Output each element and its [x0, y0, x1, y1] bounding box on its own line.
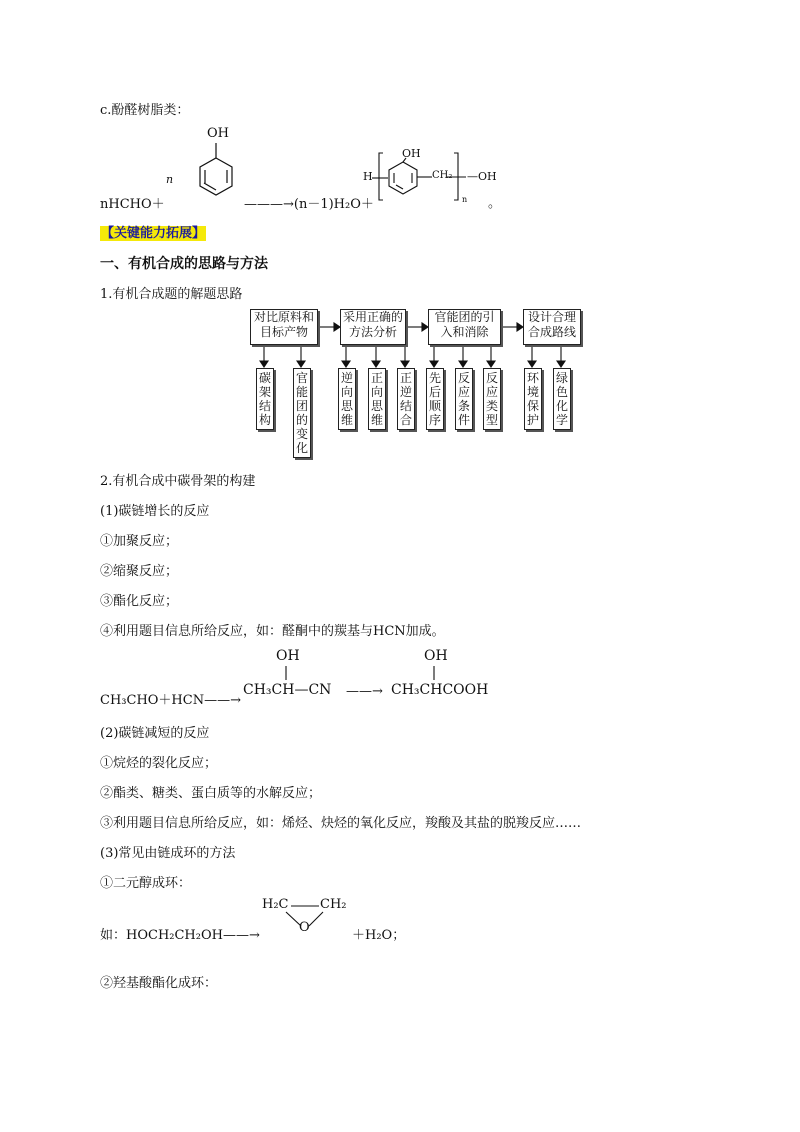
flow-sub-carbon-skeleton: 碳架结构: [256, 368, 274, 430]
flow-sub-reverse: 逆向思维: [338, 368, 356, 430]
n-coefficient: n: [166, 173, 174, 186]
flow-sub-green-chem: 绿色化学: [553, 368, 571, 430]
key-ability-highlight: 【关键能力拓展】: [101, 226, 206, 241]
resin-oh-label: OH: [402, 147, 421, 160]
resin-h-label: H: [363, 170, 373, 183]
epox-c1: H₂C: [262, 897, 289, 912]
grow-item-1: ①加聚反应；: [100, 534, 179, 549]
flow-sub-order: 先后顺序: [426, 368, 444, 430]
p2-3-title: (3)常见由链成环的方法: [100, 846, 236, 861]
p2-1-title: (1)碳链增长的反应: [100, 504, 210, 519]
hcn-arrow-2: ——→: [346, 684, 383, 699]
flow-box-compare: 对比原料和目标产物: [250, 309, 318, 345]
grow-item-2: ②缩聚反应；: [100, 564, 179, 579]
ring-item-1: ①二元醇成环：: [100, 876, 192, 891]
short-item-2: ②酯类、糖类、蛋白质等的水解反应；: [100, 786, 322, 801]
hcn-product: CH₃CHCOOH: [391, 682, 489, 698]
resin-n-subscript: n: [462, 195, 468, 204]
flow-sub-environment: 环境保护: [524, 368, 542, 430]
epox-lhs: 如：HOCH₂CH₂OH——→: [100, 928, 260, 943]
flow-sub-fg-change: 官能团的变化: [293, 368, 311, 458]
ring-item-2: ②羟基酸酯化成环：: [100, 976, 218, 991]
grow-item-3: ③酯化反应；: [100, 594, 179, 609]
flow-sub-conditions: 反应条件: [455, 368, 473, 430]
hcn-oh-2: OH: [424, 648, 448, 664]
reaction-arrow-product: ———→(n－1)H₂O＋: [244, 197, 374, 212]
flow-sub-reaction-type: 反应类型: [483, 368, 501, 430]
resin-ch2-label: CH₂: [432, 170, 453, 181]
resin-structure: [372, 153, 466, 200]
p2-title: 2.有机合成中碳骨架的构建: [100, 474, 256, 489]
grow-item-4: ④利用题目信息所给反应，如：醛酮中的羰基与HCN加成。: [100, 624, 445, 639]
section1-title: 一、有机合成的思路与方法: [100, 256, 268, 272]
flow-box-functional-group: 官能团的引入和消除: [428, 309, 501, 345]
epox-rhs: ＋H₂O；: [352, 928, 406, 943]
resin-oh-right: —OH: [467, 170, 497, 183]
hcn-oh-1: OH: [276, 648, 300, 664]
hcn-lhs: CH₃CHO＋HCN——→: [100, 693, 241, 708]
phenol-structure: [200, 143, 232, 195]
reaction-lhs: nHCHO＋: [100, 197, 165, 212]
flow-sub-combined: 正逆结合: [397, 368, 415, 430]
p2-2-title: (2)碳链减短的反应: [100, 726, 210, 741]
epox-oxygen: O: [299, 920, 310, 935]
p1-title: 1.有机合成题的解题思路: [100, 287, 243, 302]
short-item-3: ③利用题目信息所给反应，如：烯烃、炔烃的氧化反应，羧酸及其盐的脱羧反应……: [100, 816, 582, 831]
key-ability-tag: [100, 222, 206, 241]
hcn-oh-bonds: [286, 666, 434, 680]
short-item-1: ①烷烃的裂化反应；: [100, 756, 218, 771]
epox-c2: CH₂: [320, 897, 347, 912]
section-c-heading: c.酚醛树脂类：: [100, 103, 190, 118]
flow-box-method: 采用正确的方法分析: [340, 309, 406, 345]
period: 。: [488, 196, 502, 211]
flow-sub-forward: 正向思维: [368, 368, 386, 430]
flow-box-design-route: 设计合理合成路线: [523, 309, 581, 345]
hcn-intermediate: CH₃CH—CN: [243, 682, 332, 698]
phenol-oh-label: OH: [207, 126, 229, 141]
